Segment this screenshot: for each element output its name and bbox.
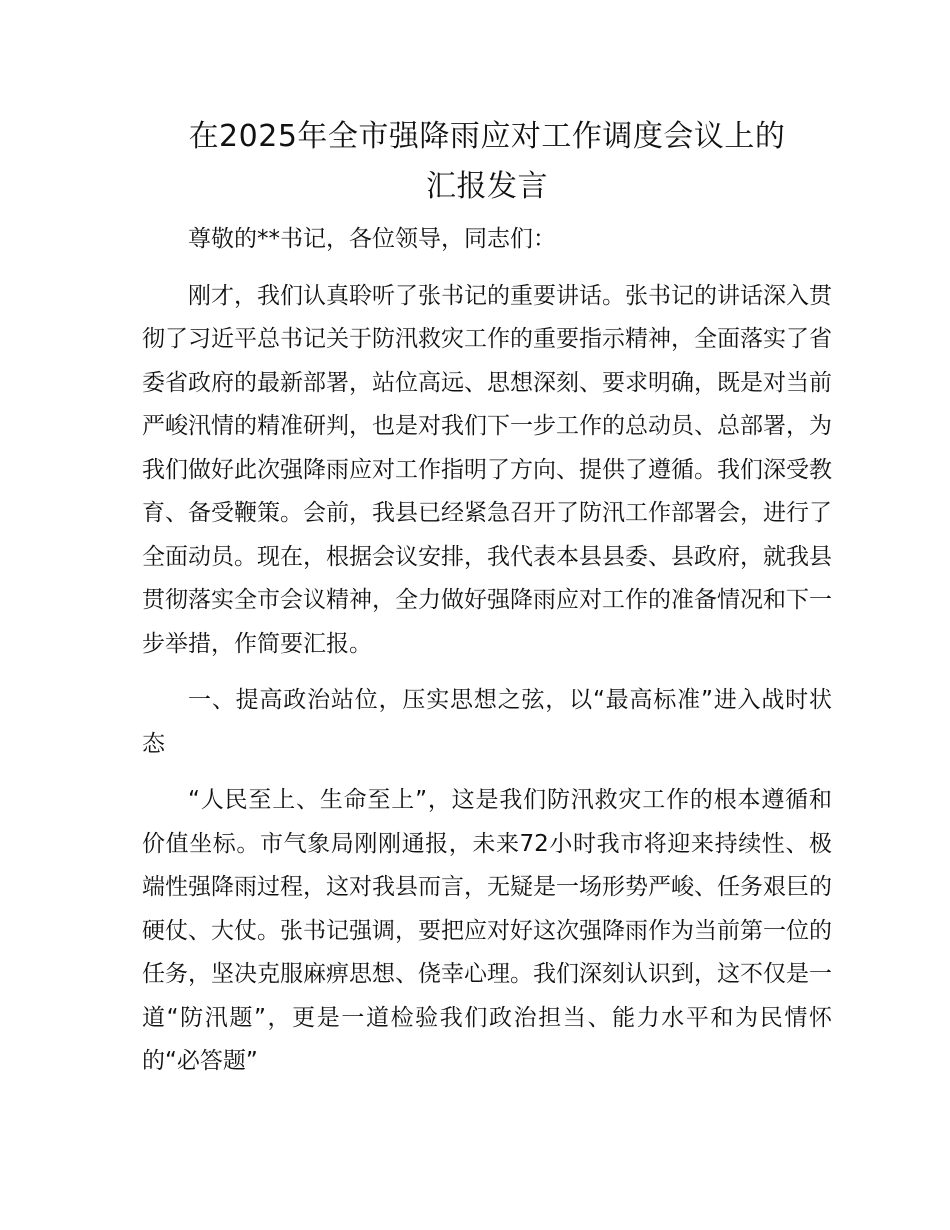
title-line-1: 在2025年全市强降雨应对工作调度会议上的 [188,119,786,154]
title-line-2: 汇报发言 [426,169,548,204]
paragraph-section-1: “人民至上、生命至上”，这是我们防汛救灾工作的根本遵循和价值坐标。市气象局刚刚通报，未来72小时我市将迎来持续性、极端性强降雨过程，这对我县而言，无疑是一场形势严峻、任务艰巨的硬仗、大仗。张书记强调，要把应对好这次强降雨作为当前第一位的任务，坚决克服麻痹思想、侥幸心理。我们深刻认识到，这不仅是一道“防汛题”，更是一道检验我们政治担当、能力水平和为民情怀的“必答题” [142,787,832,1074]
document-title [142,112,832,212]
section-heading-1: 一、提高政治站位，压实思想之弦，以“最高标准”进入战时状态 [142,687,832,757]
paragraph-opening: 刚才，我们认真聆听了张书记的重要讲话。张书记的讲话深入贯彻了习近平总书记关于防汛救灾工作的重要指示精神，全面落实了省委省政府的最新部署，站位高远、思想深刻、要求明确，既是对当前严峻汛情的精准研判，也是对我们下一步工作的总动员、总部署，为我们做好此次强降雨应对工作指明了方向、提供了遵循。我们深受教育、备受鞭策。会前，我县已经紧急召开了防汛工作部署会，进行了全面动员。现在，根据会议安排，我代表本县县委、县政府，就我县贯彻落实全市会议精神，全力做好强降雨应对工作的准备情况和下一步举措，作简要汇报。 [142,282,832,657]
salutation: 尊敬的**书记，各位领导，同志们： [188,226,556,252]
document-page [142,112,832,1084]
